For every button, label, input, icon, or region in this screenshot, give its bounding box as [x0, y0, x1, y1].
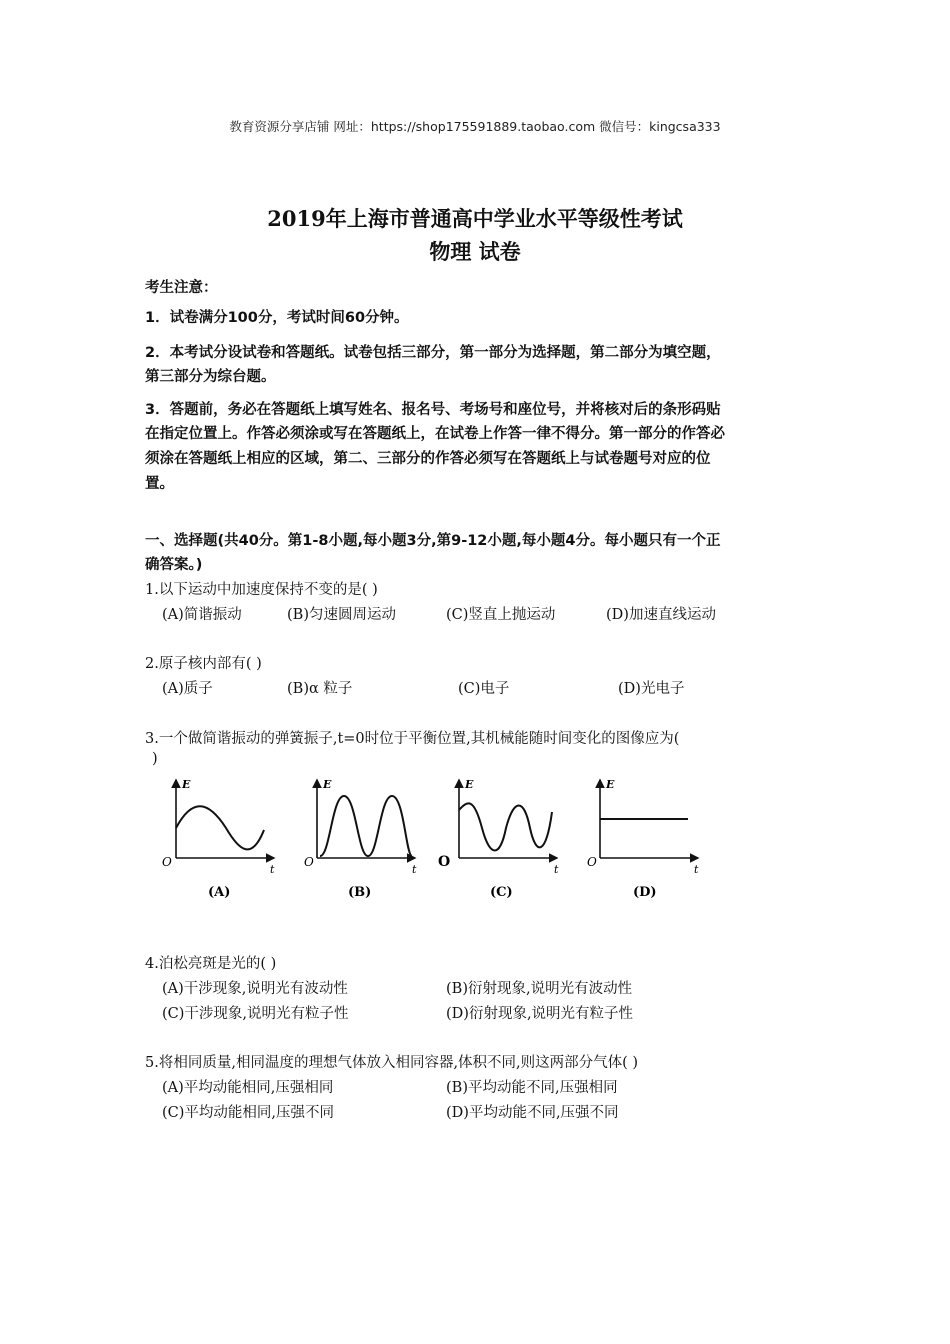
question-5-option-a: (A)平均动能相同,压强相同	[162, 1080, 334, 1096]
graph-c	[438, 778, 559, 900]
notice-item-3-line-1: 3．答题前，务必在答题纸上填写姓名、报名号、考场号和座位号，并将核对后的条形码贴	[145, 402, 721, 418]
graph-b-axis-y-label: E	[323, 778, 332, 791]
energy-time-graphs	[150, 770, 720, 910]
graph-c-axis-y-label: E	[465, 778, 474, 791]
question-3-stem-line-2: )	[152, 751, 158, 767]
graph-a	[162, 778, 275, 900]
question-1-stem: 1.以下运动中加速度保持不变的是( )	[145, 582, 378, 598]
graph-a-curve	[176, 806, 264, 849]
graph-b-caption: (B)	[348, 885, 372, 900]
graph-a-caption: (A)	[208, 885, 231, 900]
question-2-option-c: (C)电子	[458, 681, 510, 697]
question-3-stem-line-1: 3.一个做简谐振动的弹簧振子,t=0时位于平衡位置,其机械能随时间变化的图像应为(	[145, 731, 680, 747]
graph-b	[304, 778, 417, 900]
graph-d-caption: (D)	[633, 885, 657, 900]
graph-a-axis-y-label: E	[182, 778, 191, 791]
question-4-option-d: (D)衍射现象,说明光有粒子性	[446, 1006, 634, 1022]
exam-subtitle: 物理 试卷	[429, 239, 521, 264]
graph-c-caption: (C)	[490, 885, 513, 900]
notice-item-3-line-4: 置。	[145, 476, 174, 492]
section-1-heading-line-2: 确答案。)	[145, 557, 203, 573]
graph-c-curve	[459, 803, 552, 850]
question-2-option-b: (B)α 粒子	[287, 681, 353, 697]
graph-c-origin-label: O	[438, 854, 451, 870]
exam-title: 2019年上海市普通高中学业水平等级性考试	[267, 206, 683, 231]
question-1-option-a: (A)简谐振动	[162, 607, 242, 623]
notice-item-3-line-3: 须涂在答题纸上相应的区域，第二、三部分的作答必须写在答题纸上与试卷题号对应的位	[145, 451, 711, 467]
notice-item-2-line-2: 第三部分为综台题。	[145, 369, 276, 385]
graph-b-origin-label: O	[304, 855, 314, 869]
notice-item-1: 1．试卷满分100分，考试时间60分钟。	[145, 310, 409, 326]
question-4-stem: 4.泊松亮斑是光的( )	[145, 956, 277, 972]
page-header: 教育资源分享店铺 网址：https://shop175591889.taobao.com 微信号：kingcsa333	[229, 119, 721, 134]
question-1-option-c: (C)竖直上抛运动	[446, 607, 556, 623]
question-2-option-a: (A)质子	[162, 681, 213, 697]
question-4-option-c: (C)干涉现象,说明光有粒子性	[162, 1006, 349, 1022]
graph-a-axis-x-label: t	[270, 863, 275, 876]
question-4-option-a: (A)干涉现象,说明光有波动性	[162, 981, 348, 997]
graph-b-curve	[320, 796, 412, 856]
graph-c-axis-x-label: t	[554, 863, 559, 876]
question-4-option-b: (B)衍射现象,说明光有波动性	[446, 981, 633, 997]
graph-a-origin-label: O	[162, 855, 172, 869]
notice-heading: 考生注意：	[145, 280, 218, 296]
question-5-option-b: (B)平均动能不同,压强相同	[446, 1080, 618, 1096]
graph-d	[587, 778, 699, 900]
question-2-option-d: (D)光电子	[618, 681, 685, 697]
question-1-option-b: (B)匀速圆周运动	[287, 607, 396, 623]
graph-d-origin-label: O	[587, 855, 597, 869]
question-5-stem: 5.将相同质量,相同温度的理想气体放入相同容器,体积不同,则这两部分气体( )	[145, 1055, 639, 1071]
question-5-option-d: (D)平均动能不同,压强不同	[446, 1105, 619, 1121]
notice-item-3-line-2: 在指定位置上。作答必须涂或写在答题纸上，在试卷上作答一律不得分。第一部分的作答必	[145, 426, 725, 442]
section-1-heading-line-1: 一、选择题(共40分。第1-8小题,每小题3分,第9-12小题,每小题4分。每小题只有一个正	[145, 533, 721, 549]
notice-item-2-line-1: 2．本考试分设试卷和答题纸。试卷包括三部分，第一部分为选择题，第二部分为填空题，	[145, 345, 721, 361]
question-1-option-d: (D)加速直线运动	[606, 607, 716, 623]
graph-b-axis-x-label: t	[412, 863, 417, 876]
question-2-stem: 2.原子核内部有( )	[145, 656, 262, 672]
graph-d-axis-y-label: E	[606, 778, 615, 791]
graph-d-axis-x-label: t	[694, 863, 699, 876]
question-5-option-c: (C)平均动能相同,压强不同	[162, 1105, 335, 1121]
